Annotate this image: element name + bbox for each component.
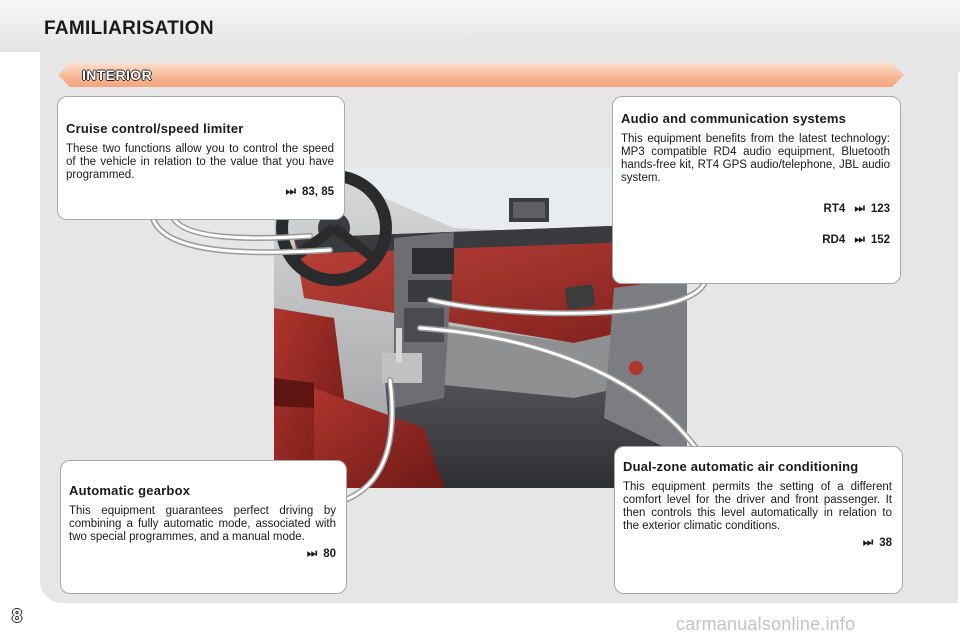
- cruise-control-ref: [66, 186, 334, 199]
- callout-cruise-control: [57, 96, 345, 220]
- page-ref-icon: ⏭: [862, 537, 874, 549]
- audio-text: This equipment benefits from the latest technology: MP3 compatible RD4 audio equipment, Bluetooth hands-free kit, RT4 GPS audio/telephone, JBL audio system.: [621, 133, 890, 184]
- rt4-label: RT4: [823, 203, 846, 215]
- watermark: carmanualsonline.info: [676, 614, 856, 634]
- section-bar: [58, 63, 904, 87]
- cruise-control-title: Cruise control/speed limiter: [66, 121, 244, 136]
- callout-audio-communication: [612, 96, 901, 284]
- gearbox-ref: [69, 548, 336, 561]
- climate-title: Dual-zone automatic air conditioning: [623, 459, 859, 474]
- callout-automatic-gearbox: [60, 460, 347, 594]
- callout-dual-zone-climate: [614, 446, 903, 594]
- section-title: INTERIOR: [82, 67, 153, 83]
- audio-ref-rt4: [621, 203, 890, 216]
- page-number: 8: [12, 606, 23, 626]
- rt4-page-ref: 123: [870, 203, 890, 215]
- climate-ref: [623, 537, 892, 550]
- climate-page-ref: 38: [879, 537, 892, 549]
- page-ref-icon: ⏭: [306, 548, 318, 560]
- gearbox-title: Automatic gearbox: [69, 483, 191, 498]
- page-ref-icon: ⏭: [285, 186, 297, 198]
- cruise-control-page-ref: 83, 85: [302, 186, 334, 198]
- climate-text: This equipment permits the setting of a different comfort level for the driver and front passenger. It then controls this level automatically in relation to the exterior climatic conditions.: [623, 481, 892, 532]
- audio-title: Audio and communication systems: [621, 111, 847, 126]
- gearbox-page-ref: 80: [323, 548, 336, 560]
- page-ref-icon: ⏭: [854, 203, 865, 215]
- gearbox-text: This equipment guarantees perfect driving by combining a fully automatic mode, associated with two special programmes, and a manual mode.: [69, 505, 336, 543]
- page-title: FAMILIARISATION: [44, 18, 214, 39]
- rd4-page-ref: 152: [870, 234, 890, 246]
- audio-ref-rd4: [621, 234, 890, 247]
- cruise-control-text: These two functions allow you to control the speed of the vehicle in relation to the value that you have programmed.: [66, 143, 334, 181]
- rd4-label: RD4: [822, 234, 846, 246]
- page-ref-icon: ⏭: [854, 234, 865, 246]
